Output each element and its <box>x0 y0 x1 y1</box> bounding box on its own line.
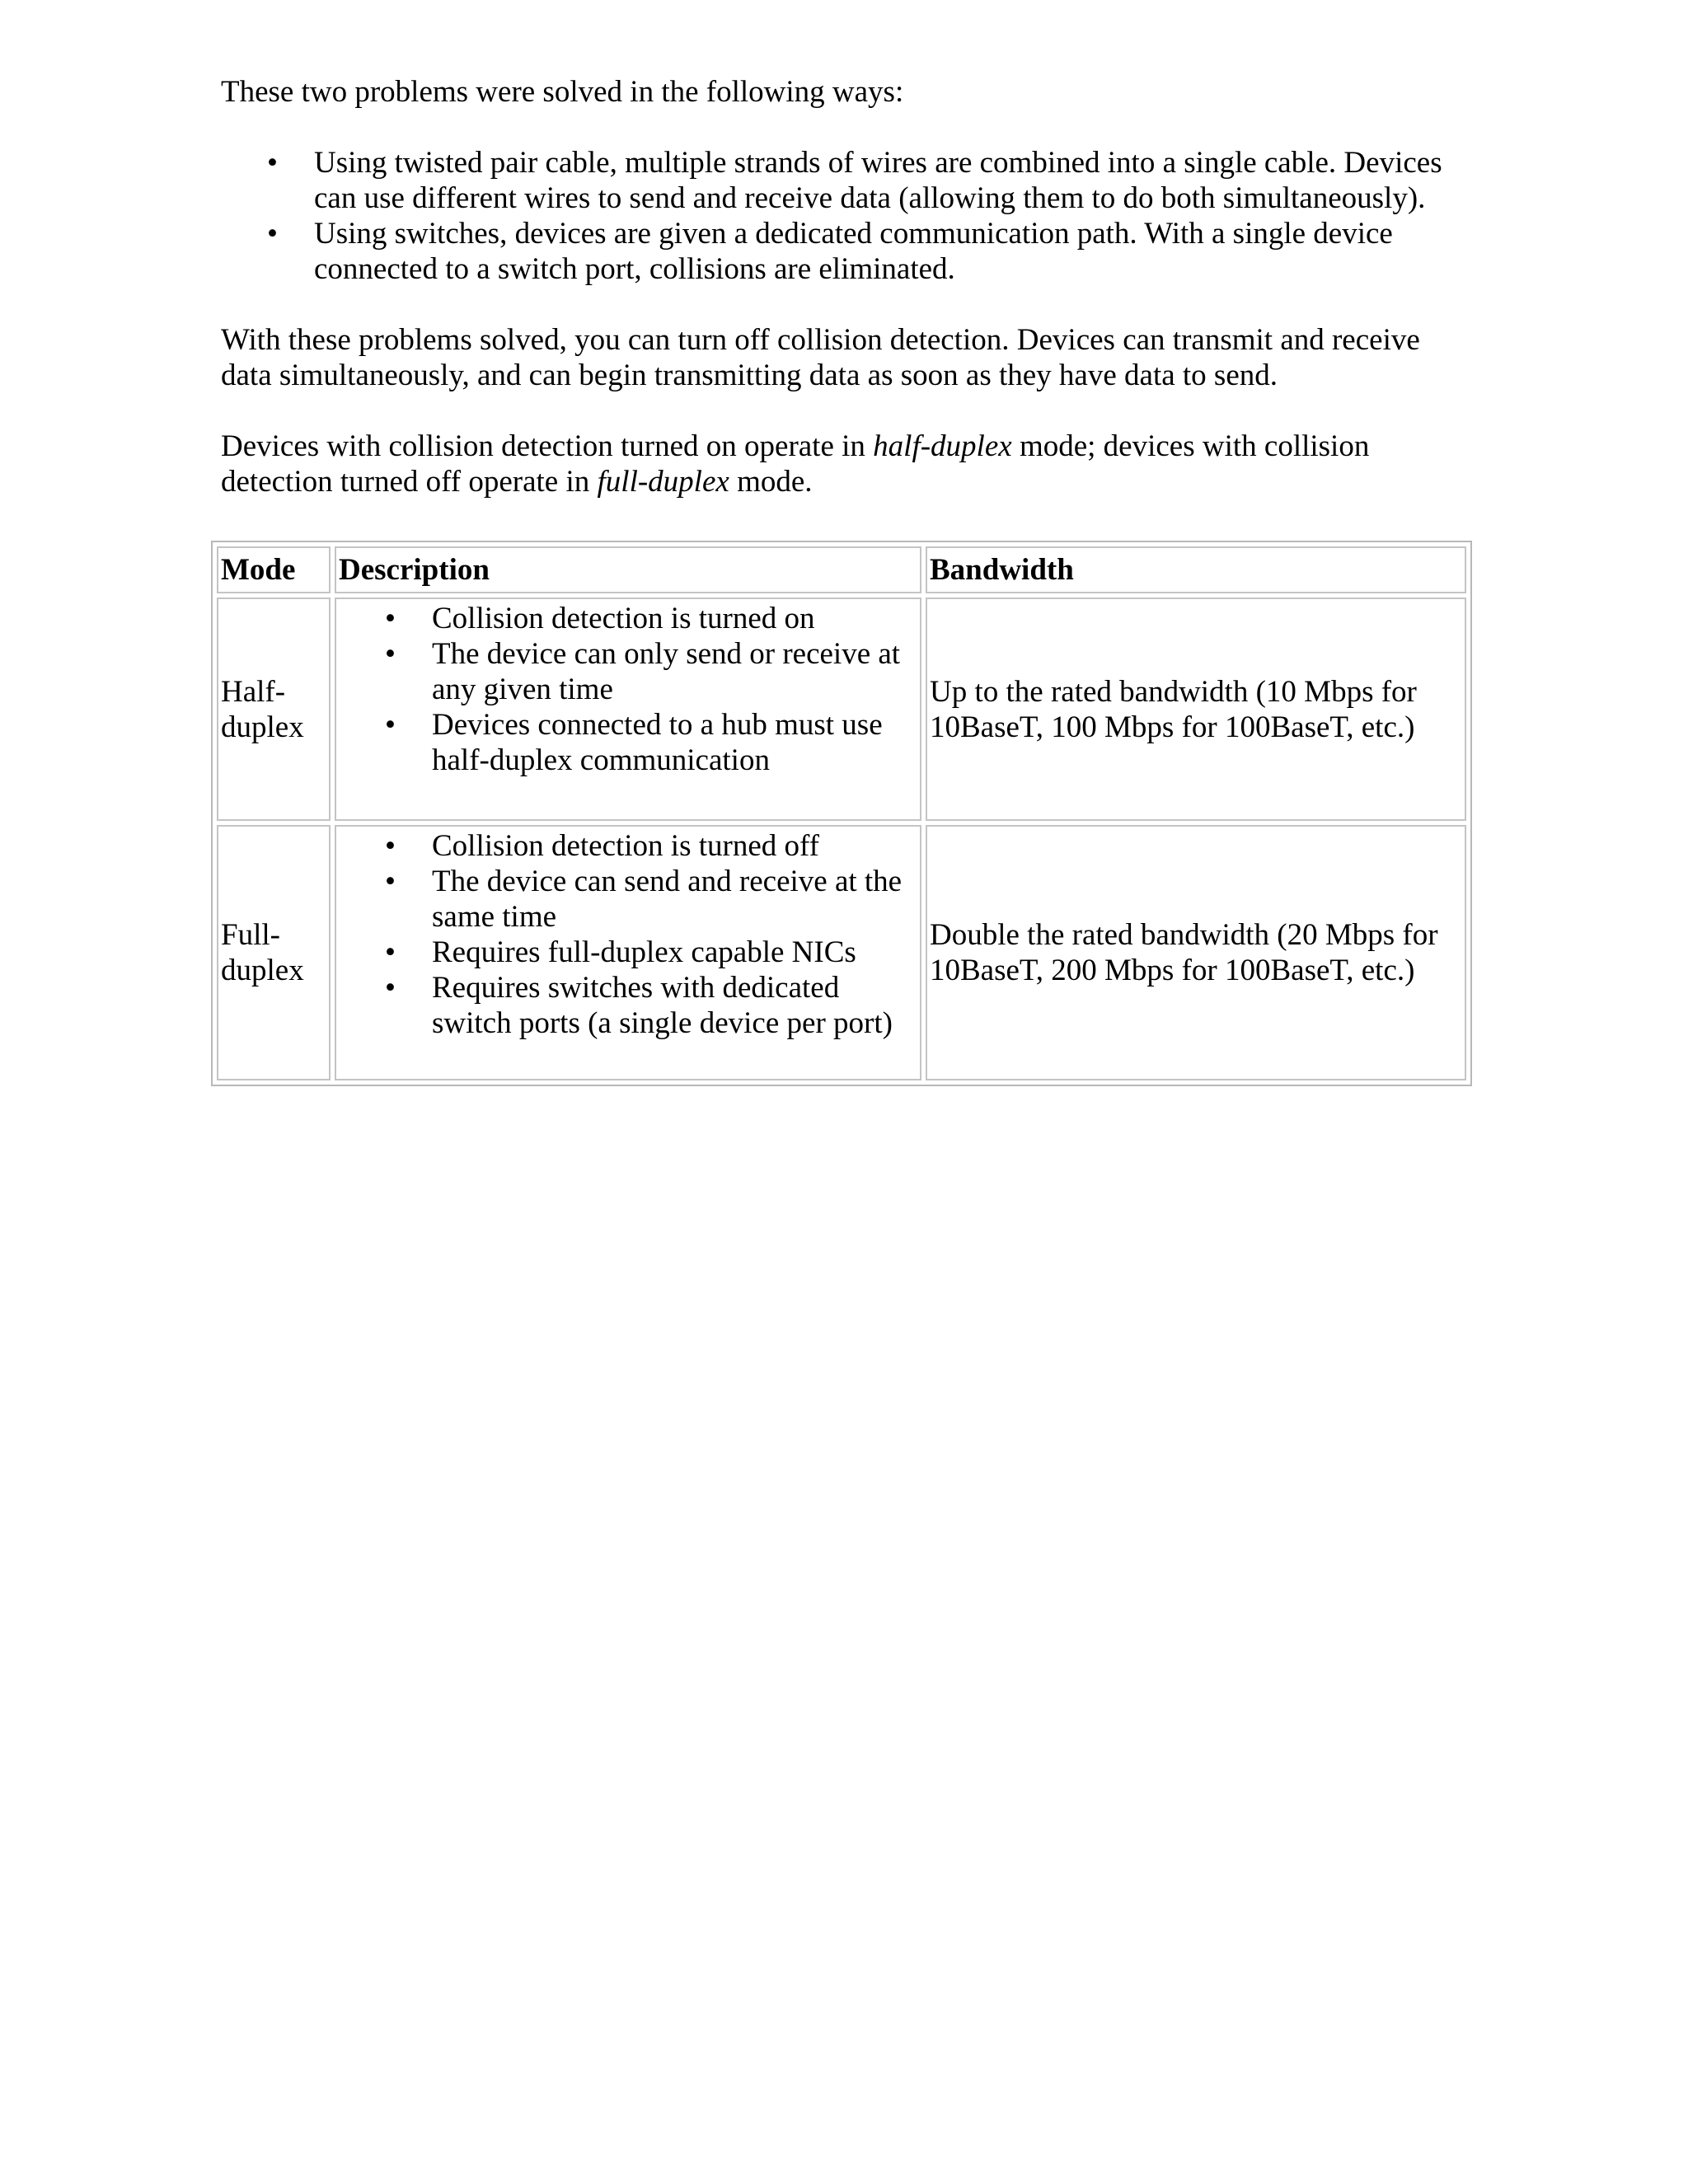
mode-cell: Half-duplex <box>217 598 331 821</box>
document-body <box>221 74 1474 535</box>
description-item: • The device can send and receive at the same time <box>432 864 917 935</box>
full-duplex-term: full-duplex <box>597 465 729 499</box>
duplex-modes-paragraph <box>221 429 1474 499</box>
collision-detection-paragraph: With these problems solved, you can turn off collision detection. Devices can transmit and receive data simultaneously, and can begin transmitting data as soon as they have data to send. <box>221 323 1420 392</box>
header-mode: Mode <box>217 546 331 593</box>
solution-item: • Using twisted pair cable, multiple strands of wires are combined into a single cable. Devices can use different wires to send and receive data (allowing them to do both simultaneously). <box>314 145 1474 216</box>
table-header-row <box>217 546 1466 593</box>
header-bandwidth: Bandwidth <box>926 546 1466 593</box>
description-cell <box>335 825 921 1080</box>
intro-paragraph: These two problems were solved in the following ways: <box>221 75 904 109</box>
table-row <box>217 598 1466 821</box>
table-row <box>217 825 1466 1080</box>
description-item: • Requires switches with dedicated switch ports (a single device per port) <box>432 970 917 1041</box>
paragraph-text: mode. <box>729 465 813 499</box>
mode-cell: Full-duplex <box>217 825 331 1080</box>
solution-item: • Using switches, devices are given a dedicated communication path. With a single device connected to a switch port, collisions are eliminated. <box>314 216 1474 287</box>
description-list <box>339 828 917 1041</box>
description-cell <box>335 598 921 821</box>
description-list <box>339 601 917 778</box>
paragraph-text: Devices with collision detection turned on operate in <box>221 429 874 463</box>
duplex-table-container <box>211 541 1472 1086</box>
description-item: • Collision detection is turned off <box>432 828 917 864</box>
paragraph-text: mode; devices with collision detection turned off operate in <box>221 429 1370 499</box>
duplex-modes-table <box>211 541 1472 1086</box>
description-item: • Collision detection is turned on <box>432 601 917 636</box>
description-item: • Devices connected to a hub must use half-duplex communication <box>432 707 917 778</box>
solutions-list <box>221 145 1474 287</box>
header-description: Description <box>335 546 921 593</box>
description-item: • The device can only send or receive at any given time <box>432 636 917 707</box>
bandwidth-cell: Up to the rated bandwidth (10 Mbps for 10BaseT, 100 Mbps for 100BaseT, etc.) <box>926 598 1466 821</box>
description-item: • Requires full-duplex capable NICs <box>432 935 917 970</box>
bandwidth-cell: Double the rated bandwidth (20 Mbps for 10BaseT, 200 Mbps for 100BaseT, etc.) <box>926 825 1466 1080</box>
half-duplex-term: half-duplex <box>873 429 1012 463</box>
